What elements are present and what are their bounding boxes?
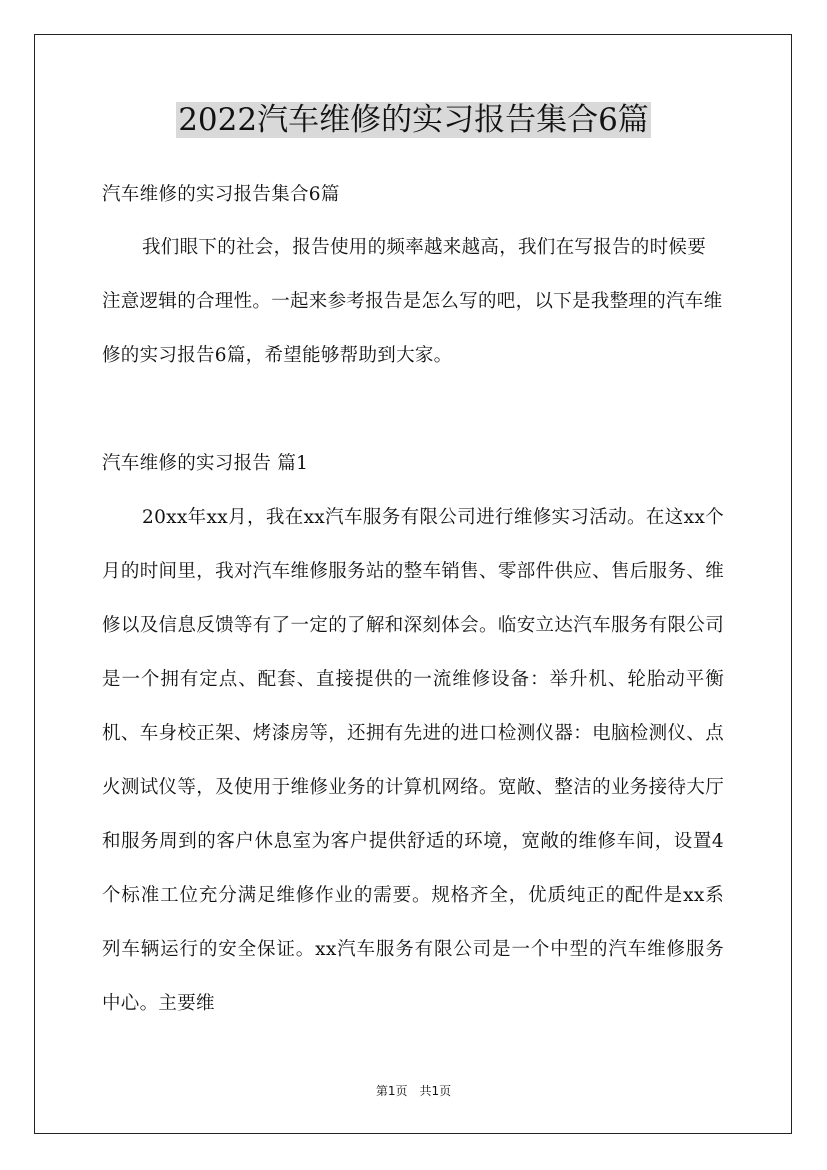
document-subtitle: 汽车维修的实习报告集合6篇 (102, 184, 340, 205)
section-paragraph: 20xx年xx月，我在xx汽车服务有限公司进行维修实习活动。在这xx个月的时间里，我对汽车维修服务站的整车销售、零部件供应、售后服务、维修以及信息反馈等有了一定的了解和深刻体会。临安立达汽车服务有限公司是一个拥有定点、配套、直接提供的一流维修设备：举升机、轮胎动平衡机、车身校正架、烤漆房等，还拥有先进的进口检测仪器：电脑检测仪、点火测试仪等，及使用于维修业务的计算机网络。宽敞、整洁的业务接待大厅和服务周到的客户休息室为客户提供舒适的环境，宽敞的维修车间，设置4个标准工位充分满足维修作业的需要。规格齐全，优质纯正的配件是xx系列车辆运行的安全保证。xx汽车服务有限公司是一个中型的汽车维修服务中心。主要维 (102, 507, 724, 1014)
document-title (0, 98, 827, 142)
document-title-text: 2022汽车维修的实习报告集合6篇 (178, 102, 649, 138)
intro-paragraph: 我们眼下的社会，报告使用的频率越来越高，我们在写报告的时候要注意逻辑的合理性。一起来参考报告是怎么写的吧，以下是我整理的汽车维修的实习报告6篇，希望能够帮助到大家。 (102, 237, 723, 366)
section-heading: 汽车维修的实习报告 篇1 (102, 453, 309, 474)
page-number: 第1页 共1页 (375, 1084, 452, 1098)
